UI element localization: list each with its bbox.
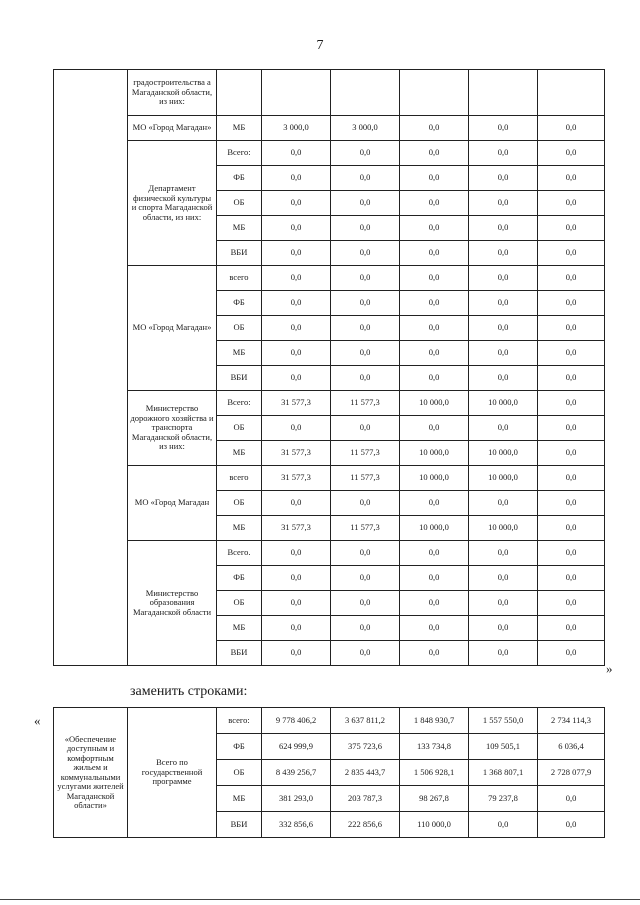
funding-source-cell: МБ <box>217 216 262 241</box>
value-cell: 0,0 <box>538 166 605 191</box>
value-cell: 9 778 406,2 <box>262 708 331 734</box>
funding-source-cell: МБ <box>217 786 262 812</box>
value-cell: 11 577,3 <box>331 516 400 541</box>
value-cell: 2 728 077,9 <box>538 760 605 786</box>
value-cell: 0,0 <box>469 341 538 366</box>
value-cell: 624 999,9 <box>262 734 331 760</box>
table-row <box>54 391 605 416</box>
value-cell: 3 637 811,2 <box>331 708 400 734</box>
value-cell: 11 577,3 <box>331 441 400 466</box>
value-cell: 0,0 <box>262 166 331 191</box>
value-cell: 0,0 <box>469 266 538 291</box>
value-cell: 0,0 <box>262 416 331 441</box>
total-label-cell: Всего по государственной программе <box>128 708 217 838</box>
value-cell: 0,0 <box>469 491 538 516</box>
value-cell: 0,0 <box>400 616 469 641</box>
value-cell: 2 835 443,7 <box>331 760 400 786</box>
funding-source-cell: ВБИ <box>217 812 262 838</box>
value-cell: 0,0 <box>538 441 605 466</box>
value-cell: 0,0 <box>400 191 469 216</box>
value-cell: 110 000,0 <box>400 812 469 838</box>
value-cell: 0,0 <box>331 641 400 666</box>
value-cell: 0,0 <box>538 191 605 216</box>
value-cell: 0,0 <box>469 116 538 141</box>
value-cell: 0,0 <box>469 291 538 316</box>
value-cell: 0,0 <box>538 616 605 641</box>
closing-quote: » <box>606 661 613 676</box>
funding-source-cell: ФБ <box>217 166 262 191</box>
value-cell: 0,0 <box>469 416 538 441</box>
value-cell: 0,0 <box>400 491 469 516</box>
value-cell: 8 439 256,7 <box>262 760 331 786</box>
value-cell: 11 577,3 <box>331 466 400 491</box>
value-cell: 0,0 <box>262 266 331 291</box>
value-cell: 222 856,6 <box>331 812 400 838</box>
agency-name-cell: МО «Город Магадан <box>128 466 217 541</box>
bottom-divider <box>0 899 640 900</box>
value-cell: 0,0 <box>331 266 400 291</box>
value-cell: 0,0 <box>262 591 331 616</box>
value-cell: 0,0 <box>538 491 605 516</box>
value-cell: 0,0 <box>331 541 400 566</box>
value-cell: 0,0 <box>538 391 605 416</box>
value-cell: 0,0 <box>538 141 605 166</box>
value-cell: 0,0 <box>331 191 400 216</box>
value-cell: 0,0 <box>538 366 605 391</box>
value-cell: 0,0 <box>262 216 331 241</box>
value-cell: 0,0 <box>331 291 400 316</box>
value-cell: 10 000,0 <box>400 441 469 466</box>
value-cell: 0,0 <box>400 541 469 566</box>
value-cell: 133 734,8 <box>400 734 469 760</box>
value-cell: 0,0 <box>400 141 469 166</box>
value-cell: 0,0 <box>400 366 469 391</box>
replacement-funding-table <box>53 707 605 838</box>
value-cell: 0,0 <box>469 616 538 641</box>
agency-name-cell: Министерство дорожного хозяйства и транспорта Магаданской области, из них: <box>128 391 217 466</box>
value-cell: 0,0 <box>538 316 605 341</box>
value-cell: 0,0 <box>400 291 469 316</box>
funding-source-cell: ФБ <box>217 566 262 591</box>
section-label: градостроительства а Магаданской области, из них: <box>128 70 217 116</box>
value-cell: 10 000,0 <box>469 466 538 491</box>
table-cell <box>400 70 469 116</box>
value-cell: 0,0 <box>469 316 538 341</box>
funding-source-cell: ВБИ <box>217 241 262 266</box>
value-cell: 0,0 <box>469 141 538 166</box>
value-cell: 0,0 <box>262 566 331 591</box>
value-cell: 79 237,8 <box>469 786 538 812</box>
funding-source-cell: ОБ <box>217 316 262 341</box>
value-cell: 0,0 <box>538 786 605 812</box>
value-cell: 0,0 <box>538 291 605 316</box>
funding-source-cell: ВБИ <box>217 641 262 666</box>
value-cell: 0,0 <box>469 541 538 566</box>
funding-source-cell: МБ <box>217 341 262 366</box>
funding-source-cell: МБ <box>217 616 262 641</box>
value-cell: 0,0 <box>331 216 400 241</box>
value-cell: 0,0 <box>262 291 331 316</box>
value-cell: 10 000,0 <box>469 391 538 416</box>
value-cell: 98 267,8 <box>400 786 469 812</box>
value-cell: 1 557 550,0 <box>469 708 538 734</box>
page-number: 7 <box>316 38 324 53</box>
funding-source-cell: ОБ <box>217 491 262 516</box>
value-cell: 0,0 <box>400 591 469 616</box>
value-cell: 0,0 <box>262 366 331 391</box>
value-cell: 0,0 <box>331 591 400 616</box>
agency-name-cell: МО «Город Магадан» <box>128 116 217 141</box>
value-cell: 0,0 <box>400 216 469 241</box>
value-cell: 0,0 <box>538 266 605 291</box>
value-cell: 0,0 <box>262 341 331 366</box>
value-cell: 0,0 <box>469 366 538 391</box>
top-funding-table <box>53 69 605 666</box>
value-cell: 0,0 <box>469 166 538 191</box>
value-cell: 0,0 <box>262 316 331 341</box>
value-cell: 1 848 930,7 <box>400 708 469 734</box>
funding-source-cell: ОБ <box>217 191 262 216</box>
value-cell: 0,0 <box>262 141 331 166</box>
value-cell: 0,0 <box>331 491 400 516</box>
agency-name-cell: МО «Город Магадан» <box>128 266 217 391</box>
value-cell: 0,0 <box>538 116 605 141</box>
table-row <box>54 266 605 291</box>
value-cell: 0,0 <box>331 366 400 391</box>
value-cell: 0,0 <box>331 416 400 441</box>
value-cell: 0,0 <box>469 216 538 241</box>
value-cell: 0,0 <box>538 416 605 441</box>
value-cell: 0,0 <box>331 316 400 341</box>
value-cell: 0,0 <box>400 116 469 141</box>
value-cell: 0,0 <box>538 241 605 266</box>
value-cell: 1 506 928,1 <box>400 760 469 786</box>
value-cell: 0,0 <box>331 241 400 266</box>
value-cell: 6 036,4 <box>538 734 605 760</box>
funding-source-cell: ОБ <box>217 416 262 441</box>
value-cell: 3 000,0 <box>262 116 331 141</box>
value-cell: 10 000,0 <box>469 441 538 466</box>
value-cell: 0,0 <box>538 216 605 241</box>
table-cell <box>331 70 400 116</box>
value-cell: 31 577,3 <box>262 441 331 466</box>
value-cell: 10 000,0 <box>400 466 469 491</box>
funding-source-cell: всего <box>217 266 262 291</box>
value-cell: 3 000,0 <box>331 116 400 141</box>
funding-source-cell: ОБ <box>217 760 262 786</box>
value-cell: 0,0 <box>331 566 400 591</box>
value-cell: 0,0 <box>538 641 605 666</box>
opening-quote: « <box>34 713 41 728</box>
funding-source-cell: Всего: <box>217 141 262 166</box>
value-cell: 203 787,3 <box>331 786 400 812</box>
value-cell: 0,0 <box>262 191 331 216</box>
funding-source-cell: Всего: <box>217 391 262 416</box>
value-cell: 0,0 <box>400 416 469 441</box>
value-cell: 11 577,3 <box>331 391 400 416</box>
replace-instruction: заменить строками: <box>130 684 248 699</box>
value-cell: 10 000,0 <box>400 391 469 416</box>
value-cell: 0,0 <box>538 566 605 591</box>
value-cell: 31 577,3 <box>262 391 331 416</box>
table-row <box>54 70 605 116</box>
value-cell: 0,0 <box>469 191 538 216</box>
table-row <box>54 541 605 566</box>
value-cell: 0,0 <box>538 812 605 838</box>
value-cell: 10 000,0 <box>469 516 538 541</box>
value-cell: 0,0 <box>262 491 331 516</box>
table-row <box>54 116 605 141</box>
table-cell <box>262 70 331 116</box>
value-cell: 0,0 <box>538 516 605 541</box>
funding-source-cell: ВБИ <box>217 366 262 391</box>
funding-source-cell: МБ <box>217 441 262 466</box>
funding-source-cell: МБ <box>217 516 262 541</box>
value-cell: 0,0 <box>400 166 469 191</box>
value-cell: 0,0 <box>400 241 469 266</box>
table-row <box>54 708 605 734</box>
value-cell: 0,0 <box>331 616 400 641</box>
value-cell: 375 723,6 <box>331 734 400 760</box>
value-cell: 109 505,1 <box>469 734 538 760</box>
program-name-cell: «Обеспечение доступным и комфортным жильем и коммунальными услугами жителей Магаданской области» <box>54 708 128 838</box>
value-cell: 0,0 <box>469 566 538 591</box>
value-cell: 0,0 <box>262 241 331 266</box>
table-row <box>54 141 605 166</box>
value-cell: 1 368 807,1 <box>469 760 538 786</box>
table-row <box>54 466 605 491</box>
funding-source-cell: всего: <box>217 708 262 734</box>
value-cell: 0,0 <box>262 616 331 641</box>
value-cell: 0,0 <box>469 812 538 838</box>
value-cell: 0,0 <box>538 466 605 491</box>
table-cell <box>469 70 538 116</box>
value-cell: 0,0 <box>538 541 605 566</box>
value-cell: 0,0 <box>400 641 469 666</box>
value-cell: 0,0 <box>331 166 400 191</box>
funding-source-cell: ФБ <box>217 291 262 316</box>
value-cell: 0,0 <box>400 316 469 341</box>
program-column-cell <box>54 70 128 666</box>
value-cell: 0,0 <box>469 591 538 616</box>
value-cell: 31 577,3 <box>262 516 331 541</box>
value-cell: 0,0 <box>400 566 469 591</box>
value-cell: 0,0 <box>538 341 605 366</box>
value-cell: 332 856,6 <box>262 812 331 838</box>
funding-source-cell: Всего. <box>217 541 262 566</box>
value-cell: 0,0 <box>262 541 331 566</box>
value-cell: 0,0 <box>262 641 331 666</box>
value-cell: 0,0 <box>469 641 538 666</box>
value-cell: 0,0 <box>400 266 469 291</box>
value-cell: 0,0 <box>469 241 538 266</box>
value-cell: 10 000,0 <box>400 516 469 541</box>
value-cell: 2 734 114,3 <box>538 708 605 734</box>
value-cell: 31 577,3 <box>262 466 331 491</box>
agency-name-cell: Департамент физической культуры и спорта Магаданской области, из них: <box>128 141 217 266</box>
value-cell: 0,0 <box>331 141 400 166</box>
funding-source-cell: ОБ <box>217 591 262 616</box>
table-cell <box>217 70 262 116</box>
value-cell: 0,0 <box>400 341 469 366</box>
agency-name-cell: Министерство образования Магаданской области <box>128 541 217 666</box>
table-cell <box>538 70 605 116</box>
value-cell: 0,0 <box>538 591 605 616</box>
funding-source-cell: всего <box>217 466 262 491</box>
funding-source-cell: МБ <box>217 116 262 141</box>
funding-source-cell: ФБ <box>217 734 262 760</box>
value-cell: 381 293,0 <box>262 786 331 812</box>
value-cell: 0,0 <box>331 341 400 366</box>
